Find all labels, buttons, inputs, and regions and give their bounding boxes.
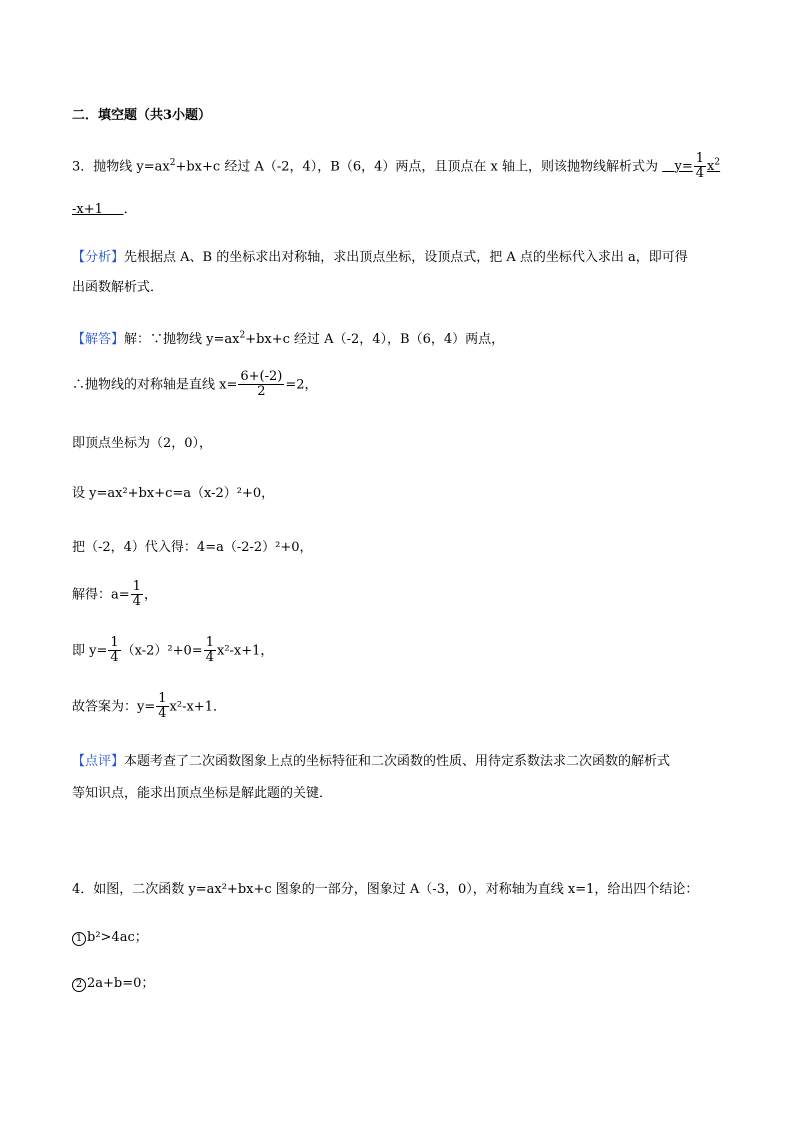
fraction-3: $\frac{1}{4}$	[158, 691, 167, 722]
q3-comment-cont: 等知识点，能求出顶点坐标是解此题的关键．	[72, 786, 333, 801]
q3-solution-line7: 即 y= $\frac{1}{4}$ （x-2）²+0= $\frac{1}{4}$ x²-x+1，	[72, 635, 274, 666]
q3-stem: 3．抛物线 $y=ax^2+bx+c$ 经过 A（-2，4），B（6，4）两点，且顶点在 x 轴上，则该抛物线解析式为 y= $\frac{1}{4}$ $x^2$	[72, 151, 721, 182]
q3-solution-line6: 解得：a= $\frac{1}{4}$ ，	[72, 579, 157, 610]
q3-stem-mid: +bx+c 经过 A（-2，4），B（6，4）两点，且顶点在 x 轴上，则该抛物线解析式为	[175, 159, 658, 175]
q3-solution-line4: 设 y=ax²+bx+c=a（x-2）²+0，	[72, 486, 275, 501]
solution-tag: 【解答】	[72, 332, 125, 347]
q4-stem: 4．如图，二次函数 y=ax²+bx+c 图象的一部分，图象过 A（-3，0），对称轴为直线 x=1，给出四个结论：	[72, 882, 699, 897]
q3-solution-line3: 即顶点坐标为（2，0），	[72, 436, 213, 451]
a-fraction: $\frac{1}{4}$	[132, 579, 141, 610]
section-title: 二．填空题（共3小题）	[72, 108, 212, 123]
q3-analysis: 【分析】先根据点 A、B 的坐标求出对称轴，求出顶点坐标，设顶点式，把 A 点的坐标代入求出 a，即可得	[72, 250, 688, 265]
q3-solution-line1: 【解答】解：∵抛物线 $y=ax^2+bx+c$ 经过 A（-2，4），B（6，4）两点，	[72, 330, 505, 347]
q3-stem-prefix: 3．抛物线 y=ax	[72, 159, 170, 175]
q3-answer-line2: -x+1 ．	[72, 202, 137, 217]
fraction-2: $\frac{1}{4}$	[205, 635, 214, 666]
comment-tag: 【点评】	[72, 754, 125, 769]
q3-solution-line5: 把（-2，4）代入得：4=a（-2-2）²+0，	[72, 540, 313, 555]
q4-item-1: 1 b²>4ac；	[72, 926, 148, 946]
q3-solution-line2: ∴抛物线的对称轴是直线 x= $\frac{6+(-2)}{2}$ =2，	[72, 369, 318, 400]
q3-answer-fraction: $\frac{1}{4}$	[695, 151, 705, 182]
fraction-1: $\frac{1}{4}$	[110, 635, 119, 666]
q3-analysis-cont: 出函数解析式．	[72, 280, 164, 295]
axis-fraction: $\frac{6+(-2)}{2}$	[240, 369, 283, 400]
q3-answer-blank: y= $\frac{1}{4}$ $x^2$	[674, 151, 721, 182]
q3-comment: 【点评】本题考查了二次函数图象上点的坐标特征和二次函数的性质、用待定系数法求二次函数的解析式	[72, 754, 671, 769]
q3-solution-line8: 故答案为：y= $\frac{1}{4}$ x²-x+1．	[72, 691, 226, 722]
analysis-tag: 【分析】	[72, 250, 125, 265]
q4-item-2: 2 2a+b=0；	[72, 972, 154, 992]
